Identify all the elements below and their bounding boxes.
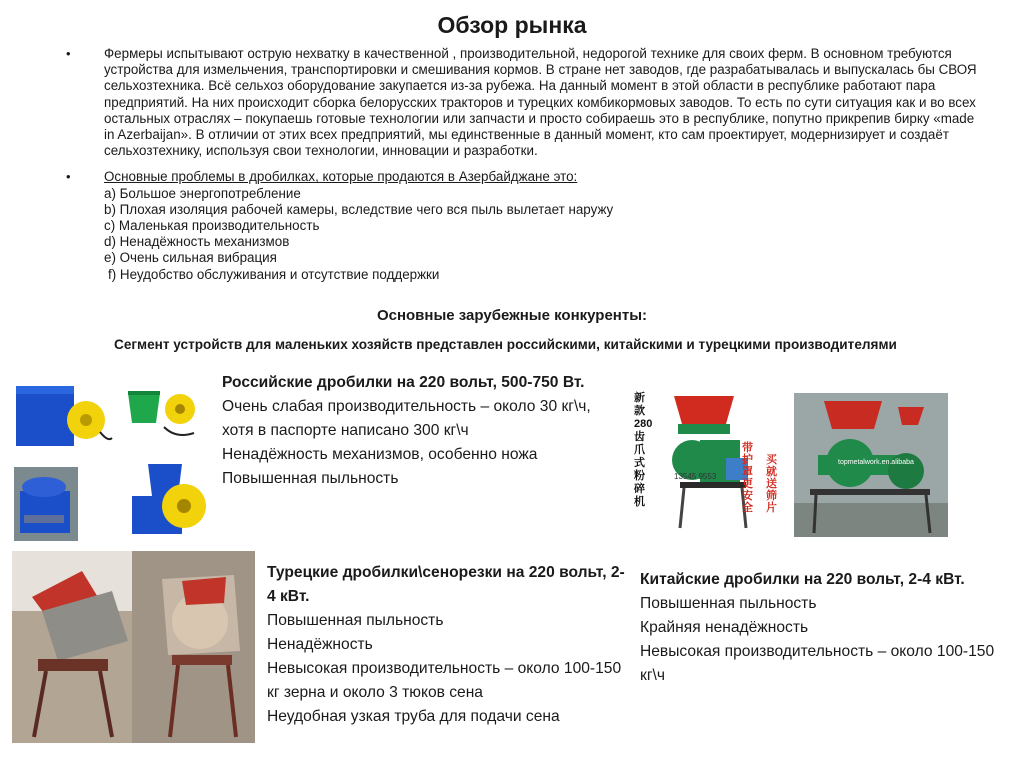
cn-watermark: topmetalwork.en.alibaba bbox=[838, 459, 914, 466]
turkish-crushers-heading: Турецкие дробилки\сенорезки на 220 вольт, 2-4 кВт. bbox=[267, 564, 625, 605]
chinese-crushers-line: Крайняя ненадёжность bbox=[640, 619, 809, 636]
chinese-crushers-line: Повышенная пыльность bbox=[640, 595, 817, 612]
problem-item: e) Очень сильная вибрация bbox=[104, 250, 277, 266]
problem-item: b) Плохая изоляция рабочей камеры, вследствие чего вся пыль вылетает наружу bbox=[104, 201, 614, 217]
russian-crushers-block bbox=[222, 371, 617, 491]
bullet-market-situation bbox=[64, 46, 984, 159]
bullet-text: Фермеры испытывают острую нехватку в качественной , производительной, недорогой технике для своих ферм. В основном требуются устройства для измельчения, транспортировки и смешивания кормов. В стране нет заводов, где разрабатывалась и выпускалась бы СВОЯ сельхозтехника. Всё сельхоз оборудование закупается из-за рубежа. На данный момент в этой области в республике работают пара предприятий. На них происходит сборка белорусских тракторов и турецких комбикормовых заводов. То есть по сути ситуация как и во всех остальных отраслях – покупаешь готовые технологии или запчасти и просто собираешь это в республике, попутно прикрепив бирку «made in Azerbaijan». В отличии от этих всех предприятий, мы единственные в данный момент, кто сам проектирует, модернизирует и создаёт сельхозтехнику, используя свои технологии, инновации и разработки. bbox=[104, 46, 977, 159]
cn-red-caption-1: 带护罩 更安全 bbox=[742, 442, 753, 514]
russian-crusher-photo-blue bbox=[12, 380, 117, 455]
russian-crusher-photo-blue-yellow bbox=[120, 460, 215, 542]
problem-item: c) Маленькая производительность bbox=[104, 218, 320, 234]
bullet-list bbox=[64, 46, 984, 283]
turkish-crushers-line: Невысокая производительность – около 100-150 кг зерна и около 3 тюков сена bbox=[267, 660, 622, 701]
problem-item: a) Большое энергопотребление bbox=[104, 185, 301, 201]
bullet-marker: • bbox=[66, 46, 71, 61]
russian-crushers-line: Повышенная пыльность bbox=[222, 470, 399, 487]
turkish-crushers-line: Неудобная узкая труба для подачи сена bbox=[267, 708, 560, 725]
chinese-crusher-photo-catalog bbox=[630, 388, 780, 536]
russian-crushers-line: Очень слабая производительность – около 30 кг\ч, хотя в паспорте написано 300 кг\ч bbox=[222, 398, 591, 439]
problem-item: f) Неудобство обслуживания и отсутствие поддержки bbox=[108, 266, 440, 282]
page-title: Обзор рынка bbox=[437, 12, 587, 38]
turkish-crushers-line: Ненадёжность bbox=[267, 636, 373, 653]
russian-crusher-photo-green bbox=[124, 383, 202, 441]
competitors-heading: Основные зарубежные конкуренты: bbox=[376, 307, 648, 324]
turkish-crushers-line: Повышенная пыльность bbox=[267, 612, 444, 629]
russian-crusher-photo-open bbox=[14, 467, 78, 541]
cn-vertical-caption: 新款280齿爪式粉碎机 bbox=[634, 392, 653, 508]
bullet-marker: • bbox=[66, 169, 71, 185]
bullet-problems bbox=[64, 169, 984, 282]
chinese-crushers-line: Невысокая производительность – около 100-150 кг\ч bbox=[640, 643, 995, 684]
problem-item: d) Ненадёжность механизмов bbox=[104, 234, 290, 250]
chinese-crusher-photo-workshop bbox=[794, 393, 948, 537]
russian-crushers-line: Ненадёжность механизмов, особенно ножа bbox=[222, 446, 538, 463]
cn-red-caption-2: 买就送筛片 bbox=[766, 454, 777, 514]
russian-crushers-heading: Российские дробилки на 220 вольт, 500-750 Вт. bbox=[222, 374, 585, 391]
chinese-crushers-block bbox=[640, 568, 995, 688]
cn-phone-text: 13545 9553 bbox=[674, 472, 717, 481]
segment-text: Сегмент устройств для маленьких хозяйств представлен российскими, китайскими и турецкими производителями bbox=[114, 337, 897, 352]
turkish-crusher-photo bbox=[12, 551, 255, 743]
problems-heading: Основные проблемы в дробилках, которые продаются в Азербайджане это: bbox=[104, 169, 578, 185]
chinese-crushers-heading: Китайские дробилки на 220 вольт, 2-4 кВт. bbox=[640, 571, 965, 588]
turkish-crushers-block bbox=[267, 561, 627, 729]
